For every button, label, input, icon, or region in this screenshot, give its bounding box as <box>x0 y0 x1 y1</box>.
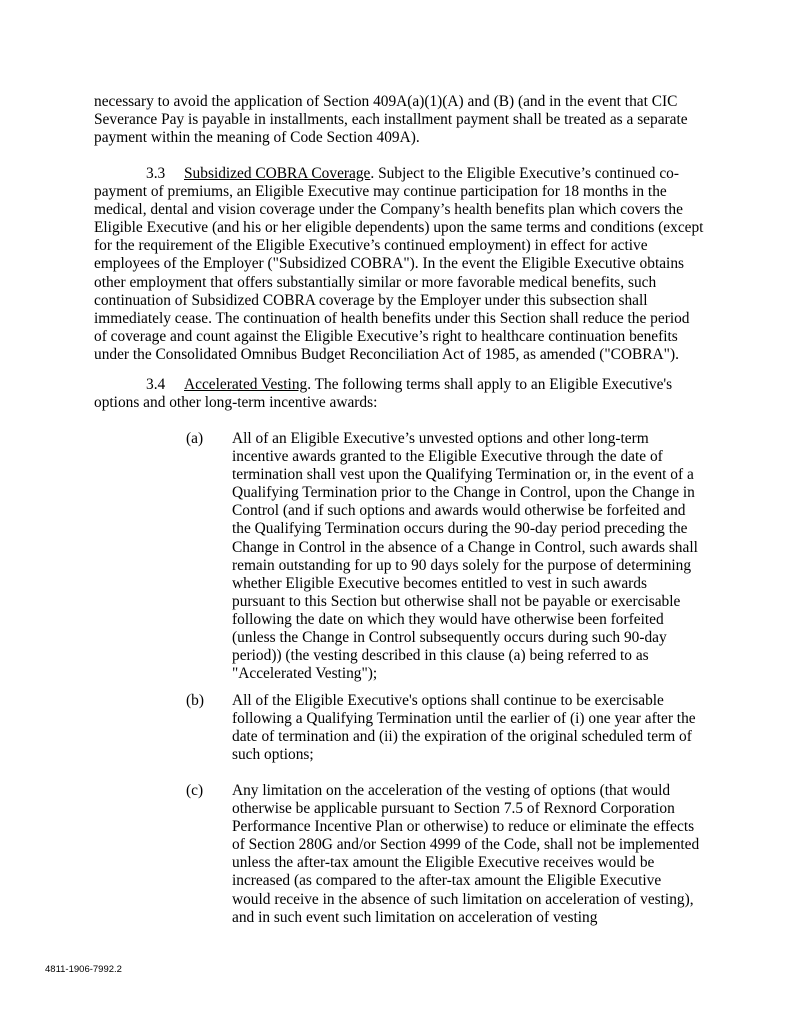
section-body: . The following terms shall apply to an Eligible Executive's options and other long-term incentive awards: <box>94 376 673 412</box>
section-heading: Subsidized COBRA Coverage <box>184 165 371 182</box>
list-item-letter: (a) <box>186 430 204 447</box>
document-id-footer: 4811-1906-7992.2 <box>45 964 122 975</box>
continuation-paragraph: necessary to avoid the application of Section 409A(a)(1)(A) and (B) (and in the event that CIC Severance Pay is payable in installments, each installment payment shall be treated as a separate payment within the meaning of Code Section 409A). <box>94 93 688 147</box>
section-3-3-paragraph <box>94 165 704 364</box>
list-item-text: All of an Eligible Executive’s unvested options and other long-term incentive awards granted to the Eligible Executive through the date of termination shall vest upon the Qualifying Termination or, in the event of a Qualifying Termination prior to the Change in Control, upon the Change in Control (and if such options and awards would otherwise be forfeited and the Qualifying Termination occurs during the 90-day period preceding the Change in Control in the absence of a Change in Control, such awards shall remain outstanding for up to 90 days solely for the purpose of determining whether Eligible Executive becomes entitled to vest in such awards pursuant to this Section but otherwise shall not be payable or exercisable following the date on which they would have otherwise been forfeited (unless the Change in Control subsequently occurs during such 90-day period)) (the vesting described in this clause (a) being referred to as "Accelerated Vesting"); <box>232 430 698 683</box>
section-number: 3.3 <box>146 165 166 182</box>
list-item-letter: (c) <box>186 782 204 799</box>
list-item-letter: (b) <box>186 692 204 709</box>
section-body: . Subject to the Eligible Executive’s continued co-payment of premiums, an Eligible Executive may continue participation for 18 months in the medical, dental and vision coverage under the Company’s health benefits plan which covers the Eligible Executive (and his or her eligible dependents) upon the same terms and conditions (except for the requirement of the Eligible Executive’s continued employment) in effect for active employees of the Employer ("Subsidized COBRA"). In the event the Eligible Executive obtains other employment that offers substantially similar or more favorable medical benefits, such continuation of Subsidized COBRA coverage by the Employer under this subsection shall immediately cease. The continuation of health benefits under this Section shall reduce the period of coverage and count against the Eligible Executive’s right to healthcare continuation benefits under the Consolidated Omnibus Budget Reconciliation Act of 1985, as amended ("COBRA"). <box>94 165 704 363</box>
section-number: 3.4 <box>146 376 166 393</box>
section-3-4-paragraph <box>94 376 704 412</box>
section-heading: Accelerated Vesting <box>184 376 308 393</box>
list-item-text: Any limitation on the acceleration of the vesting of options (that would otherwise be applicable pursuant to Section 7.5 of Rexnord Corporation Performance Incentive Plan or otherwise) to reduce or eliminate the effects of Section 280G and/or Section 4999 of the Code, shall not be implemented unless the after-tax amount the Eligible Executive receives would be increased (as compared to the after-tax amount the Eligible Executive would receive in the absence of such limitation on acceleration of vesting), and in such event such limitation on acceleration of vesting <box>232 782 700 926</box>
list-item-text: All of the Eligible Executive's options shall continue to be exercisable following a Qualifying Termination until the earlier of (i) one year after the date of termination and (ii) the expiration of the original scheduled term of such options; <box>232 692 696 764</box>
